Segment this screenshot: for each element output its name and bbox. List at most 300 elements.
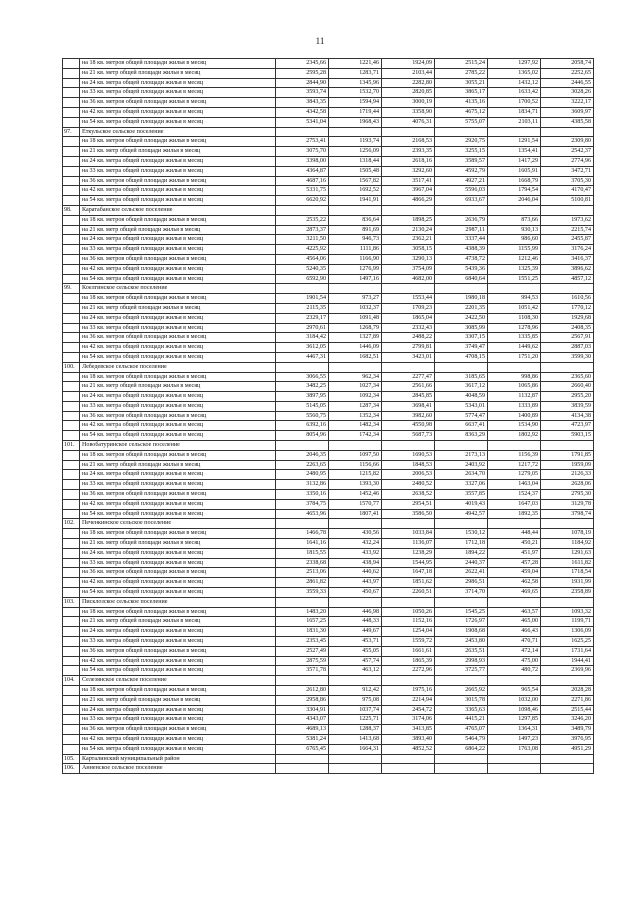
table-row: [63, 705, 594, 715]
value-cell: [329, 441, 382, 451]
value-cell: [435, 519, 488, 529]
row-description: на 21 кв. метр общей площади жилья в месяц: [80, 460, 276, 470]
row-number: [63, 450, 80, 460]
value-cell: 3174,06: [382, 715, 435, 725]
row-description: на 18 кв. метров общей площади жилья в месяц: [80, 450, 276, 460]
row-number: [63, 529, 80, 539]
value-cell: 836,64: [329, 215, 382, 225]
value-cell: 3593,74: [276, 88, 329, 98]
row-description: на 54 кв. метра общей площади жилья в месяц: [80, 744, 276, 754]
value-cell: 6592,90: [276, 274, 329, 284]
value-cell: 3839,59: [541, 401, 594, 411]
value-cell: 1802,92: [488, 431, 541, 441]
value-cell: [541, 754, 594, 764]
row-number: [63, 254, 80, 264]
value-cell: 1807,41: [329, 509, 382, 519]
section-title: Каратабанское сельское поселение: [80, 205, 276, 215]
table-row: [63, 333, 594, 343]
value-cell: 1050,26: [382, 607, 435, 617]
table-row: [63, 225, 594, 235]
value-cell: 3015,78: [435, 695, 488, 705]
row-number: [63, 686, 80, 696]
value-cell: 5145,05: [276, 401, 329, 411]
value-cell: 1794,54: [488, 186, 541, 196]
value-cell: 1625,25: [541, 637, 594, 647]
row-number: [63, 215, 80, 225]
value-cell: [276, 764, 329, 774]
value-cell: 6933,67: [435, 196, 488, 206]
value-cell: 457,74: [329, 656, 382, 666]
value-cell: 2173,13: [435, 450, 488, 460]
value-cell: [541, 441, 594, 451]
table-row: [63, 196, 594, 206]
value-cell: 962,34: [329, 372, 382, 382]
value-cell: 1731,64: [541, 646, 594, 656]
value-cell: 3176,24: [541, 245, 594, 255]
value-cell: 2058,74: [541, 59, 594, 69]
value-cell: 1092,34: [329, 392, 382, 402]
value-cell: 3085,99: [435, 323, 488, 333]
value-cell: [541, 764, 594, 774]
table-row: [63, 352, 594, 362]
value-cell: 3307,15: [435, 333, 488, 343]
value-cell: 3000,19: [382, 98, 435, 108]
row-description: на 42 кв. метра общей площади жилья в месяц: [80, 656, 276, 666]
row-number: [63, 705, 80, 715]
row-number: [63, 588, 80, 598]
row-number: [63, 411, 80, 421]
value-cell: 3413,85: [382, 725, 435, 735]
value-cell: 1238,29: [382, 548, 435, 558]
value-cell: 2329,17: [276, 313, 329, 323]
table-row: [63, 548, 594, 558]
value-cell: [488, 205, 541, 215]
value-cell: 2260,51: [382, 588, 435, 598]
value-cell: [541, 127, 594, 137]
value-cell: 457,28: [488, 558, 541, 568]
value-cell: 2635,51: [435, 646, 488, 656]
value-cell: 1973,62: [541, 215, 594, 225]
row-description: на 33 кв. метра общей площади жилья в месяц: [80, 166, 276, 176]
row-description: на 54 кв. метра общей площади жилья в месяц: [80, 509, 276, 519]
value-cell: [488, 127, 541, 137]
row-number: [63, 382, 80, 392]
value-cell: 1078,19: [541, 529, 594, 539]
value-cell: 3896,62: [541, 264, 594, 274]
row-number: [63, 460, 80, 470]
value-cell: [276, 441, 329, 451]
value-cell: 1156,66: [329, 460, 382, 470]
value-cell: 6637,41: [435, 421, 488, 431]
value-cell: 1742,34: [329, 431, 382, 441]
value-cell: 1287,34: [329, 401, 382, 411]
value-cell: 4765,07: [435, 725, 488, 735]
value-cell: 1254,04: [382, 627, 435, 637]
table-row: [63, 382, 594, 392]
value-cell: 1217,72: [488, 460, 541, 470]
row-description: на 54 кв. метра общей площади жилья в месяц: [80, 431, 276, 441]
value-cell: 4385,58: [541, 117, 594, 127]
value-cell: 2103,44: [382, 68, 435, 78]
value-cell: 3698,41: [382, 401, 435, 411]
value-cell: [382, 362, 435, 372]
row-description: на 21 кв. метр общей площади жилья в месяц: [80, 382, 276, 392]
table-row: [63, 617, 594, 627]
value-cell: 3129,78: [541, 499, 594, 509]
value-cell: 2638,52: [382, 490, 435, 500]
row-description: на 33 кв. метра общей площади жилья в месяц: [80, 245, 276, 255]
value-cell: 4682,00: [382, 274, 435, 284]
value-cell: 1534,90: [488, 421, 541, 431]
value-cell: 2358,89: [541, 588, 594, 598]
row-description: на 33 кв. метра общей площади жилья в месяц: [80, 401, 276, 411]
value-cell: 1641,16: [276, 539, 329, 549]
value-cell: 2998,93: [435, 656, 488, 666]
value-cell: 459,04: [488, 568, 541, 578]
table-row: [63, 695, 594, 705]
row-number: 101.: [63, 441, 80, 451]
value-cell: [382, 764, 435, 774]
table-row: [63, 392, 594, 402]
value-cell: 2875,59: [276, 656, 329, 666]
value-cell: 1065,86: [488, 382, 541, 392]
value-cell: 1466,78: [276, 529, 329, 539]
value-cell: 1318,44: [329, 156, 382, 166]
value-cell: 2440,37: [435, 558, 488, 568]
row-description: на 36 кв. метров общей площади жилья в месяц: [80, 725, 276, 735]
row-number: [63, 627, 80, 637]
value-cell: 4592,79: [435, 166, 488, 176]
value-cell: 440,62: [329, 568, 382, 578]
table-row: [63, 470, 594, 480]
row-number: [63, 78, 80, 88]
row-description: на 24 кв. метра общей площади жилья в месяц: [80, 235, 276, 245]
value-cell: [382, 284, 435, 294]
value-cell: 1924,09: [382, 59, 435, 69]
value-cell: 1968,43: [329, 117, 382, 127]
value-cell: 2403,92: [435, 460, 488, 470]
value-cell: 4723,97: [541, 421, 594, 431]
value-cell: [329, 676, 382, 686]
value-cell: [276, 676, 329, 686]
table-row: [63, 656, 594, 666]
value-cell: 1532,70: [329, 88, 382, 98]
row-description: на 24 кв. метра общей площади жилья в месяц: [80, 627, 276, 637]
value-cell: 1051,42: [488, 303, 541, 313]
value-cell: 3350,16: [276, 490, 329, 500]
value-cell: 1709,23: [382, 303, 435, 313]
value-cell: 4653,96: [276, 509, 329, 519]
value-cell: 3617,12: [435, 382, 488, 392]
value-cell: 1032,00: [488, 695, 541, 705]
table-row: [63, 588, 594, 598]
row-number: 99.: [63, 284, 80, 294]
value-cell: 4951,29: [541, 744, 594, 754]
row-description: на 18 кв. метров общей площади жилья в месяц: [80, 137, 276, 147]
row-number: [63, 734, 80, 744]
value-cell: 1692,52: [329, 186, 382, 196]
value-cell: 1944,41: [541, 656, 594, 666]
row-description: на 24 кв. метра общей площади жилья в месяц: [80, 78, 276, 88]
value-cell: [435, 764, 488, 774]
value-cell: 1718,54: [541, 568, 594, 578]
value-cell: 475,00: [488, 656, 541, 666]
value-cell: 1791,85: [541, 450, 594, 460]
value-cell: 1497,23: [488, 734, 541, 744]
value-cell: 2365,60: [541, 372, 594, 382]
value-cell: 2887,03: [541, 343, 594, 353]
value-cell: 2970,61: [276, 323, 329, 333]
value-cell: [382, 519, 435, 529]
value-cell: 2799,81: [382, 343, 435, 353]
section-title: Карталинский муниципальный район: [80, 754, 276, 764]
value-cell: 1215,82: [329, 470, 382, 480]
value-cell: 1400,89: [488, 411, 541, 421]
value-cell: 1834,71: [488, 107, 541, 117]
value-cell: 1980,18: [435, 294, 488, 304]
value-cell: 3211,50: [276, 235, 329, 245]
table-row: [63, 715, 594, 725]
row-description: на 18 кв. метров общей площади жилья в месяц: [80, 529, 276, 539]
value-cell: [488, 284, 541, 294]
value-cell: 1865,04: [382, 313, 435, 323]
value-cell: 4467,31: [276, 352, 329, 362]
row-number: [63, 666, 80, 676]
value-cell: 1524,37: [488, 490, 541, 500]
value-cell: 4225,92: [276, 245, 329, 255]
value-cell: 4550,98: [382, 421, 435, 431]
value-cell: 1091,48: [329, 313, 382, 323]
value-cell: 2920,75: [435, 137, 488, 147]
row-number: [63, 470, 80, 480]
row-number: 103.: [63, 597, 80, 607]
row-number: 102.: [63, 519, 80, 529]
table-row: [63, 88, 594, 98]
value-cell: [488, 441, 541, 451]
value-cell: 1446,09: [329, 343, 382, 353]
row-number: [63, 725, 80, 735]
value-cell: 462,58: [488, 578, 541, 588]
value-cell: 1700,52: [488, 98, 541, 108]
row-description: на 33 кв. метра общей площади жилья в месяц: [80, 558, 276, 568]
value-cell: 3184,42: [276, 333, 329, 343]
row-description: на 42 кв. метра общей площади жилья в месяц: [80, 499, 276, 509]
value-cell: 5774,47: [435, 411, 488, 421]
value-cell: 6620,92: [276, 196, 329, 206]
value-cell: 1097,50: [329, 450, 382, 460]
value-cell: 2408,35: [541, 323, 594, 333]
value-cell: 1325,39: [488, 264, 541, 274]
value-cell: 2535,22: [276, 215, 329, 225]
value-cell: 3982,60: [382, 411, 435, 421]
table-row: [63, 372, 594, 382]
value-cell: 3075,70: [276, 147, 329, 157]
value-cell: 1712,18: [435, 539, 488, 549]
row-number: [63, 568, 80, 578]
value-cell: 1027,34: [329, 382, 382, 392]
value-cell: 1633,42: [488, 88, 541, 98]
value-cell: 1132,87: [488, 392, 541, 402]
value-cell: [276, 597, 329, 607]
value-cell: 1283,71: [329, 68, 382, 78]
row-number: [63, 343, 80, 353]
row-description: на 54 кв. метра общей площади жилья в месяц: [80, 588, 276, 598]
value-cell: 1413,68: [329, 734, 382, 744]
value-cell: 2215,74: [541, 225, 594, 235]
row-number: 98.: [63, 205, 80, 215]
value-cell: 986,60: [488, 235, 541, 245]
value-cell: 2774,96: [541, 156, 594, 166]
value-cell: 430,56: [329, 529, 382, 539]
table-row: [63, 98, 594, 108]
row-number: [63, 480, 80, 490]
value-cell: 1279,05: [488, 470, 541, 480]
value-cell: 1482,34: [329, 421, 382, 431]
value-cell: 5343,01: [435, 401, 488, 411]
value-cell: [541, 362, 594, 372]
value-cell: 1033,84: [382, 529, 435, 539]
row-number: 97.: [63, 127, 80, 137]
value-cell: 1894,22: [435, 548, 488, 558]
value-cell: 4019,43: [435, 499, 488, 509]
row-description: на 42 кв. метра общей площади жилья в месяц: [80, 421, 276, 431]
value-cell: 2820,85: [382, 88, 435, 98]
value-cell: 4415,21: [435, 715, 488, 725]
value-cell: 5381,24: [276, 734, 329, 744]
value-cell: 6840,64: [435, 274, 488, 284]
value-cell: 3058,15: [382, 245, 435, 255]
value-cell: [329, 284, 382, 294]
value-cell: [435, 362, 488, 372]
row-description: на 54 кв. метра общей площади жилья в месяц: [80, 352, 276, 362]
value-cell: 2527,49: [276, 646, 329, 656]
value-cell: 5240,35: [276, 264, 329, 274]
value-cell: 5464,79: [435, 734, 488, 744]
value-cell: 1647,18: [382, 568, 435, 578]
row-description: на 24 кв. метра общей площади жилья в месяц: [80, 313, 276, 323]
value-cell: 5341,04: [276, 117, 329, 127]
row-number: [63, 294, 80, 304]
value-cell: 2542,37: [541, 147, 594, 157]
tariff-table: [62, 58, 594, 774]
value-cell: 2618,16: [382, 156, 435, 166]
value-cell: 1032,37: [329, 303, 382, 313]
value-cell: 4134,38: [541, 411, 594, 421]
row-number: [63, 156, 80, 166]
value-cell: 1327,89: [329, 333, 382, 343]
value-cell: 3865,17: [435, 88, 488, 98]
row-number: [63, 303, 80, 313]
value-cell: 1354,41: [488, 147, 541, 157]
value-cell: 1093,32: [541, 607, 594, 617]
value-cell: 2201,35: [435, 303, 488, 313]
row-description: на 36 кв. метров общей площади жилья в месяц: [80, 490, 276, 500]
value-cell: 2636,79: [435, 215, 488, 225]
value-cell: 2369,96: [541, 666, 594, 676]
table-row: [63, 264, 594, 274]
value-cell: 2622,41: [435, 568, 488, 578]
row-description: на 42 кв. метра общей площади жилья в месяц: [80, 107, 276, 117]
section-title: Лебедевское сельское поселение: [80, 362, 276, 372]
value-cell: [435, 441, 488, 451]
value-cell: [382, 676, 435, 686]
row-description: на 24 кв. метра общей площади жилья в месяц: [80, 156, 276, 166]
row-number: [63, 744, 80, 754]
row-number: 104.: [63, 676, 80, 686]
row-number: [63, 715, 80, 725]
value-cell: [435, 284, 488, 294]
value-cell: 3749,47: [435, 343, 488, 353]
value-cell: 2446,55: [541, 78, 594, 88]
value-cell: [276, 754, 329, 764]
value-cell: 2046,35: [276, 450, 329, 460]
value-cell: 4866,29: [382, 196, 435, 206]
value-cell: 3586,50: [382, 509, 435, 519]
value-cell: 2628,06: [541, 480, 594, 490]
value-cell: 1929,68: [541, 313, 594, 323]
table-row: [63, 578, 594, 588]
value-cell: 2338,68: [276, 558, 329, 568]
value-cell: 469,65: [488, 588, 541, 598]
row-number: [63, 578, 80, 588]
value-cell: 1726,97: [435, 617, 488, 627]
row-number: 105.: [63, 754, 80, 764]
table-row: [63, 156, 594, 166]
row-description: на 18 кв. метров общей площади жилья в месяц: [80, 215, 276, 225]
value-cell: 463,12: [329, 666, 382, 676]
value-cell: 1108,30: [488, 313, 541, 323]
value-cell: 438,94: [329, 558, 382, 568]
row-number: [63, 352, 80, 362]
value-cell: 1156,39: [488, 450, 541, 460]
value-cell: 448,33: [329, 617, 382, 627]
value-cell: 1463,04: [488, 480, 541, 490]
table-row: [63, 480, 594, 490]
value-cell: [435, 754, 488, 764]
value-cell: 3897,95: [276, 392, 329, 402]
value-cell: [276, 519, 329, 529]
row-number: [63, 607, 80, 617]
row-description: на 42 кв. метра общей площади жилья в месяц: [80, 264, 276, 274]
value-cell: 6392,16: [276, 421, 329, 431]
value-cell: 2345,66: [276, 59, 329, 69]
table-row: [63, 401, 594, 411]
value-cell: 4048,59: [435, 392, 488, 402]
value-cell: 3365,63: [435, 705, 488, 715]
value-cell: 2513,06: [276, 568, 329, 578]
value-cell: 4852,52: [382, 744, 435, 754]
value-cell: 3559,33: [276, 588, 329, 598]
value-cell: 2454,72: [382, 705, 435, 715]
value-cell: 3304,91: [276, 705, 329, 715]
table-row: [63, 78, 594, 88]
section-title: Анненское сельское поселение: [80, 764, 276, 774]
table-row: [63, 637, 594, 647]
value-cell: 2115,35: [276, 303, 329, 313]
value-cell: 4170,47: [541, 186, 594, 196]
value-cell: [329, 754, 382, 764]
table-row: [63, 686, 594, 696]
row-number: [63, 490, 80, 500]
value-cell: 1815,55: [276, 548, 329, 558]
value-cell: 2126,33: [541, 470, 594, 480]
table-row: [63, 646, 594, 656]
value-cell: 2480,95: [276, 470, 329, 480]
value-cell: 2028,28: [541, 686, 594, 696]
section-row: [63, 597, 594, 607]
value-cell: 3517,41: [382, 176, 435, 186]
row-number: [63, 88, 80, 98]
